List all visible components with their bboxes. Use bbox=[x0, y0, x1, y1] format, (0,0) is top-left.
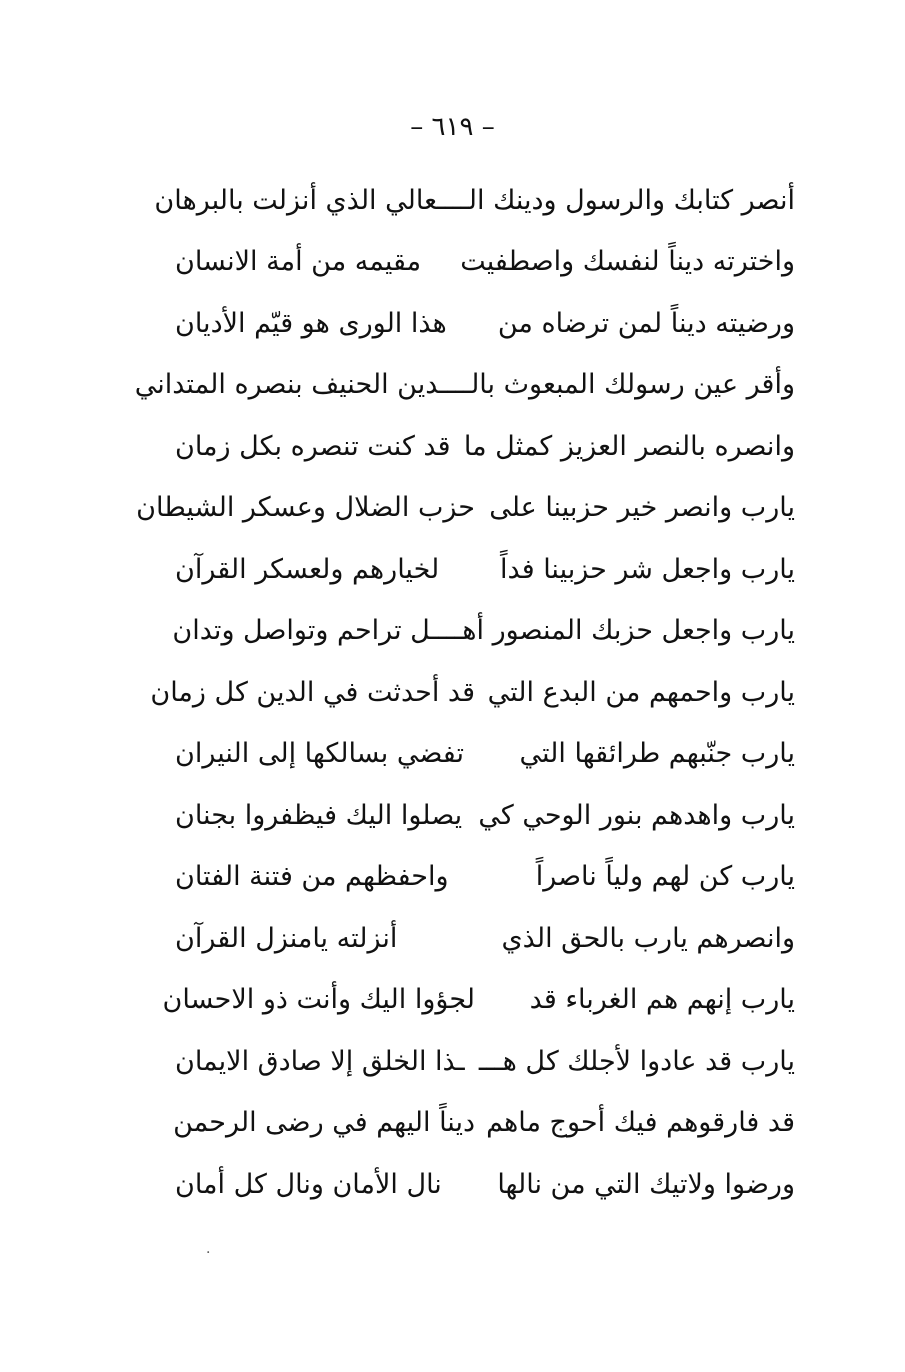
verse-second-hemistich: هذا الورى هو قيّم الأديان bbox=[175, 307, 447, 339]
verse-line bbox=[175, 416, 795, 478]
verse-first-hemistich: يارب واجعل حزبك المنصور أهـــ bbox=[438, 615, 795, 647]
verse-second-hemistich: واحفظهم من فتنة الفتان bbox=[175, 861, 449, 893]
verse-line bbox=[175, 293, 795, 355]
verse-second-hemistich: قد أحدثت في الدين كل زمان bbox=[150, 676, 475, 708]
verse-second-hemistich: نال الأمان ونال كل أمان bbox=[175, 1168, 442, 1200]
verse-first-hemistich: يارب واحمهم من البدع التي bbox=[487, 676, 795, 708]
verse-line bbox=[175, 724, 795, 786]
verse-second-hemistich: ـذا الخلق إلا صادق الايمان bbox=[175, 1045, 465, 1077]
verse-line bbox=[175, 539, 795, 601]
verse-line bbox=[175, 1031, 795, 1093]
verse-first-hemistich: أنصر كتابك والرسول ودينك الـــ bbox=[445, 184, 795, 216]
verse-line bbox=[136, 478, 795, 540]
verse-second-hemistich: لجؤوا اليك وأنت ذو الاحسان bbox=[162, 984, 475, 1016]
verse-first-hemistich: واخترته ديناً لنفسك واصطفيت bbox=[460, 246, 795, 278]
verse-first-hemistich: يارب إنهم هم الغرباء قد bbox=[529, 984, 795, 1016]
poem-body bbox=[134, 170, 795, 1216]
verse-line bbox=[175, 908, 795, 970]
verse-first-hemistich: يارب وانصر خير حزبينا على bbox=[489, 492, 795, 524]
verse-first-hemistich: يارب جنّبهم طرائقها التي bbox=[519, 738, 795, 770]
verse-second-hemistich: لخيارهم ولعسكر القرآن bbox=[175, 553, 440, 585]
verse-line bbox=[175, 847, 795, 909]
verse-second-hemistich: قد كنت تنصره بكل زمان bbox=[175, 430, 451, 462]
verse-line bbox=[162, 970, 795, 1032]
verse-second-hemistich: ـدين الحنيف بنصره المتداني bbox=[134, 369, 448, 401]
verse-second-hemistich: مقيمه من أمة الانسان bbox=[175, 246, 422, 278]
verse-first-hemistich: قد فارقوهم فيك أحوج ماهم bbox=[486, 1107, 795, 1139]
verse-line bbox=[154, 170, 795, 232]
verse-first-hemistich: يارب كن لهم ولياً ناصراً bbox=[535, 861, 795, 893]
page-number: – ٦١٩ – bbox=[410, 112, 495, 142]
verse-first-hemistich: وانصره بالنصر العزيز كمثل ما bbox=[463, 430, 795, 462]
verse-second-hemistich: ـعالي الذي أنزلت بالبرهان bbox=[154, 184, 446, 216]
verse-first-hemistich: يارب واجعل شر حزبينا فداً bbox=[500, 553, 795, 585]
verse-first-hemistich: وانصرهم يارب بالحق الذي bbox=[501, 922, 795, 954]
verse-line bbox=[172, 601, 795, 663]
print-speck: · bbox=[206, 1245, 211, 1261]
verse-line bbox=[175, 1093, 795, 1155]
verse-line bbox=[175, 785, 795, 847]
verse-second-hemistich: يصلوا اليك فيظفروا بجنان bbox=[175, 799, 463, 831]
verse-first-hemistich: ورضوا ولاتيك التي من نالها bbox=[497, 1168, 795, 1200]
verse-second-hemistich: ـل تراحم وتواصل وتدان bbox=[172, 615, 439, 647]
verse-second-hemistich: أنزلته يامنزل القرآن bbox=[175, 922, 398, 954]
verse-second-hemistich: حزب الضلال وعسكر الشيطان bbox=[136, 492, 475, 524]
verse-second-hemistich: ديناً اليهم في رضى الرحمن bbox=[173, 1107, 475, 1139]
verse-first-hemistich: يارب واهدهم بنور الوحي كي bbox=[478, 799, 795, 831]
verse-first-hemistich: ورضيته ديناً لمن ترضاه من bbox=[497, 307, 795, 339]
verse-line bbox=[134, 355, 795, 417]
verse-first-hemistich: يارب قد عادوا لأجلك كل هـــ bbox=[478, 1045, 795, 1077]
verse-first-hemistich: وأقر عين رسولك المبعوث بالـــ bbox=[447, 369, 795, 401]
verse-second-hemistich: تفضي بسالكها إلى النيران bbox=[175, 738, 464, 770]
verse-line bbox=[175, 1154, 795, 1216]
verse-line bbox=[175, 232, 795, 294]
verse-line bbox=[150, 662, 795, 724]
